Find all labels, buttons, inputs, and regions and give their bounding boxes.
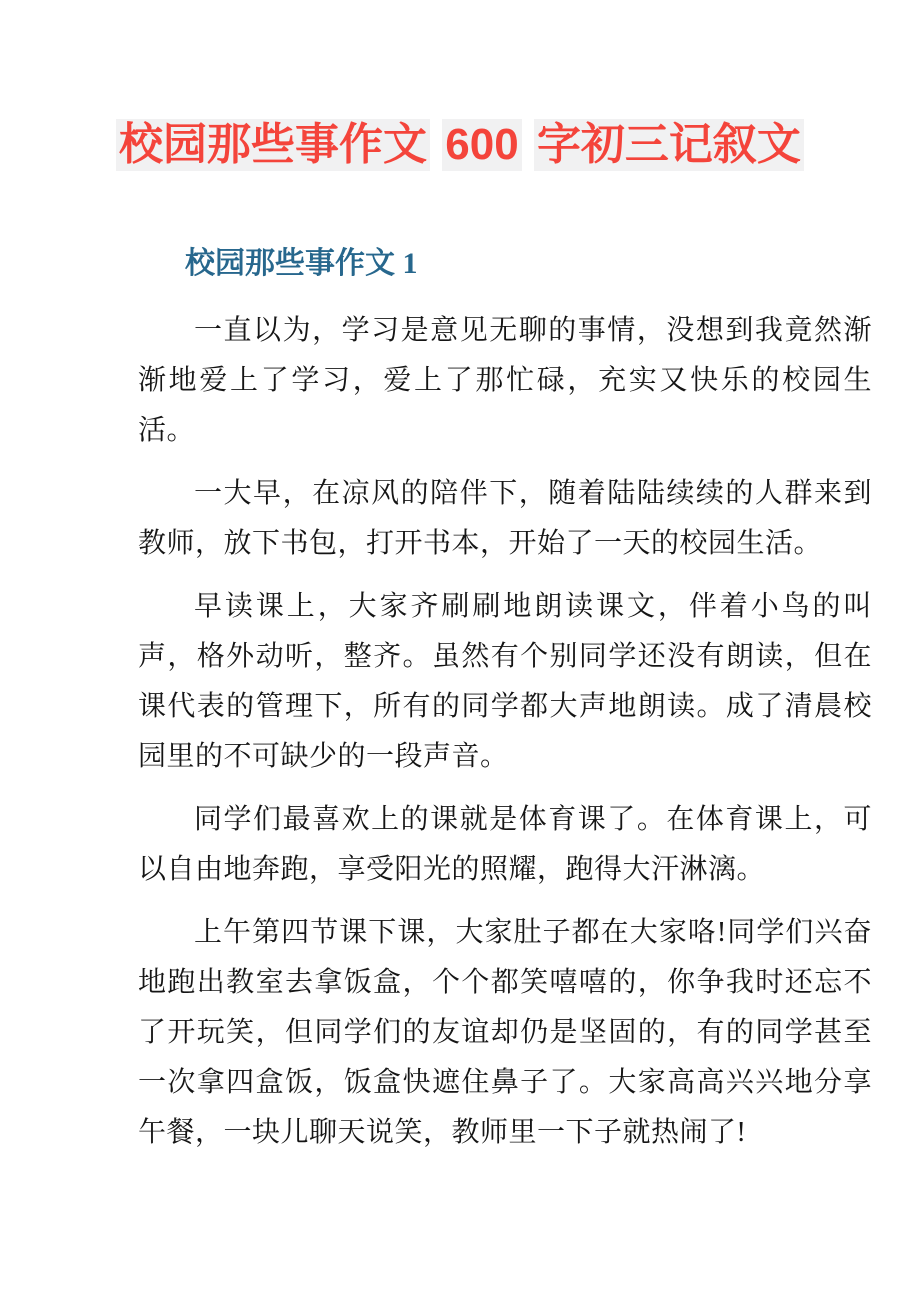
document-body: [138, 246, 872, 1158]
paragraph: 早读课上，大家齐刷刷地朗读课文，伴着小鸟的叫声，格外动听，整齐。虽然有个别同学还没有朗读，但在课代表的管理下，所有的同学都大声地朗读。成了清晨校园里的不可缺少的一段声音。: [138, 591, 872, 772]
paragraph: 同学们最喜欢上的课就是体育课了。在体育课上，可以自由地奔跑，享受阳光的照耀，跑得大汗淋漓。: [138, 804, 872, 885]
title-segment: 字初三记叙文: [534, 119, 804, 171]
paragraph: 一直以为，学习是意见无聊的事情，没想到我竟然渐渐地爱上了学习，爱上了那忙碌，充实又快乐的校园生活。: [138, 315, 872, 446]
title-segment: 校园那些事作文: [116, 119, 430, 171]
section-heading: 校园那些事作文 1: [185, 247, 418, 280]
title-segment: 600: [442, 119, 521, 171]
paragraph: 一大早，在凉风的陪伴下，随着陆陆续续的人群来到教师，放下书包，打开书本，开始了一天的校园生活。: [138, 478, 872, 559]
document-title: [0, 0, 920, 171]
paragraph: 上午第四节课下课，大家肚子都在大家咯!同学们兴奋地跑出教室去拿饭盒，个个都笑嘻嘻的，你争我时还忘不了开玩笑，但同学们的友谊却仍是坚固的，有的同学甚至一次拿四盒饭，饭盒快遮住鼻子了。大家高高兴兴地分享午餐，一块儿聊天说笑，教师里一下子就热闹了!: [138, 917, 872, 1148]
